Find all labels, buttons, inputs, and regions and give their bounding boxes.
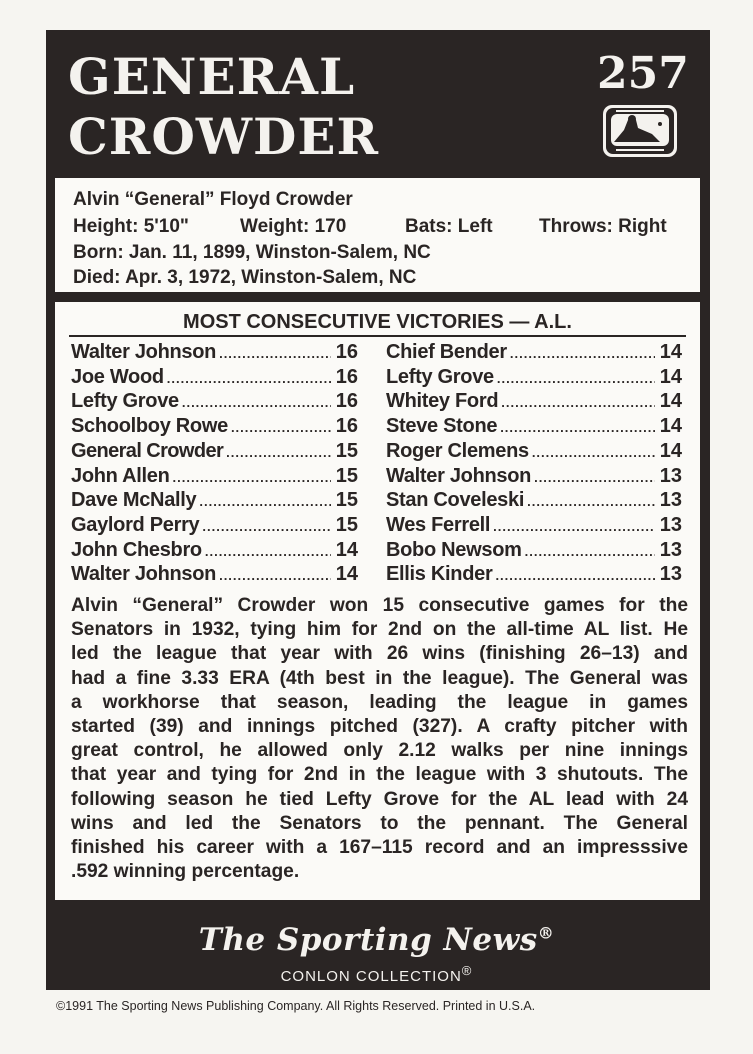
collection-name: CONLON COLLECTION	[280, 968, 462, 985]
player-name-line-1: GENERAL	[68, 47, 356, 106]
leader-value: 14	[659, 341, 682, 363]
leader-value: 15	[335, 489, 358, 512]
leaders-title: MOST CONSECUTIVE VICTORIES — A.L.	[183, 311, 572, 333]
leader-value: 15	[335, 464, 358, 487]
height-stat: Height: 5'10"	[73, 216, 189, 237]
leader-row	[71, 464, 358, 488]
leader-name: Bobo Newsom	[386, 538, 522, 561]
leader-name: Lefty Grove	[71, 390, 179, 413]
leader-value: 13	[659, 538, 682, 561]
leader-dots	[501, 391, 655, 415]
leader-name: Walter Johnson	[71, 341, 217, 363]
leader-name: Dave McNally	[71, 489, 197, 512]
bio-panel	[55, 178, 700, 292]
leader-name: General Crowder	[71, 439, 224, 462]
leader-name: Walter Johnson	[71, 563, 217, 586]
leader-name: Chief Bender	[386, 341, 507, 363]
leader-dots	[182, 391, 331, 415]
leader-name: Steve Stone	[386, 415, 498, 438]
leader-row	[71, 562, 358, 586]
summary-line: .592 winning percentage.	[71, 861, 300, 883]
leader-value: 16	[335, 415, 358, 438]
leader-dots	[205, 540, 331, 564]
leader-value: 14	[659, 439, 682, 462]
leader-dots	[525, 540, 655, 564]
leader-dots	[500, 416, 655, 440]
bats-stat: Bats: Left	[405, 216, 493, 237]
leader-value: 14	[659, 415, 682, 438]
summary-line: that year and tying for 2nd in the league with 3 shutouts. The	[71, 764, 688, 786]
leader-value: 16	[335, 390, 358, 413]
throws-stat: Throws: Right	[539, 216, 667, 237]
leader-dots	[219, 564, 331, 588]
leader-dots	[231, 416, 331, 440]
leader-name: Lefty Grove	[386, 365, 494, 388]
leader-row	[71, 414, 358, 438]
leader-row	[71, 513, 358, 537]
leader-dots	[493, 515, 655, 539]
leader-name: Whitey Ford	[386, 390, 499, 413]
leader-value: 13	[659, 464, 682, 487]
leader-dots	[167, 367, 331, 391]
leader-name: Ellis Kinder	[386, 563, 493, 586]
leader-name: John Allen	[71, 464, 170, 487]
leader-row	[386, 464, 682, 488]
copyright-notice: ©1991 The Sporting News Publishing Company. All Rights Reserved. Printed in U.S.A.	[56, 999, 536, 1013]
leader-value: 13	[659, 513, 682, 536]
weight-stat: Weight: 170	[240, 216, 347, 237]
leader-name: Walter Johnson	[386, 464, 532, 487]
summary-line: started (39) and innings pitched (327). A crafty pitcher with	[71, 715, 688, 737]
leader-row	[386, 365, 682, 389]
full-name: Alvin “General” Floyd Crowder	[73, 189, 353, 210]
leader-row	[71, 365, 358, 389]
leader-value: 15	[335, 439, 358, 462]
summary-line: finished his career with a 167–115 record and an impresssive	[71, 836, 688, 858]
leader-dots	[532, 441, 655, 465]
leader-value: 14	[335, 563, 358, 586]
leader-name: Wes Ferrell	[386, 513, 491, 536]
leader-row	[386, 439, 682, 463]
leader-name: Joe Wood	[71, 365, 164, 388]
leader-value: 15	[335, 513, 358, 536]
leader-dots	[219, 342, 331, 366]
leader-dots	[495, 564, 655, 588]
born-info: Born: Jan. 11, 1899, Winston-Salem, NC	[73, 242, 431, 263]
leader-dots	[497, 367, 655, 391]
summary-line: had a fine 3.33 ERA (4th best in the league). The General was	[71, 667, 688, 689]
summary-line: great control, he allowed only 2.12 walks per nine innings	[71, 740, 688, 762]
leader-row	[386, 414, 682, 438]
leader-dots	[534, 466, 655, 490]
player-name-line-2: CROWDER	[68, 107, 380, 166]
leader-name: Roger Clemens	[386, 439, 529, 462]
summary-line: a workhorse that season, leading the league in games	[71, 691, 688, 713]
leader-row	[71, 340, 358, 364]
leader-dots	[199, 490, 331, 514]
leader-dots	[202, 515, 331, 539]
collection-label	[0, 964, 753, 984]
brand-registered-mark: ®	[537, 923, 555, 943]
leader-row	[386, 538, 682, 562]
died-info: Died: Apr. 3, 1972, Winston-Salem, NC	[73, 267, 417, 288]
leader-name: Schoolboy Rowe	[71, 415, 228, 438]
summary-line: wins and led the Senators to the pennant. The General	[71, 812, 688, 834]
summary-line: Senators in 1932, tying him for 2nd on the all-time AL list. He	[71, 619, 688, 641]
mlb-logo-icon	[602, 104, 678, 158]
summary-line: Alvin “General” Crowder won 15 consecutive games for the	[71, 595, 688, 616]
leader-row	[386, 340, 682, 364]
leader-row	[386, 513, 682, 537]
leader-row	[71, 538, 358, 562]
leader-row	[71, 439, 358, 463]
leader-value: 16	[335, 341, 358, 363]
leader-value: 16	[335, 365, 358, 388]
leader-dots	[226, 441, 331, 465]
leader-value: 13	[659, 563, 682, 586]
leader-dots	[510, 342, 655, 366]
brand-name: The Sporting News	[198, 922, 538, 958]
summary-line: led the league that year with 26 wins (finishing 26–13) and	[71, 643, 688, 665]
title-divider	[69, 335, 686, 337]
leader-dots	[527, 490, 655, 514]
leader-name: John Chesbro	[71, 538, 202, 561]
leader-row	[386, 389, 682, 413]
leader-value: 14	[659, 390, 682, 413]
leader-row	[386, 488, 682, 512]
leader-value: 14	[335, 538, 358, 561]
brand-wordmark	[0, 922, 753, 958]
leader-row	[386, 562, 682, 586]
leader-value: 14	[659, 365, 682, 388]
summary-line: following season he tied Lefty Grove for the AL lead with 24	[71, 788, 688, 810]
collection-registered-mark: ®	[461, 963, 473, 978]
leader-row	[71, 389, 358, 413]
leader-name: Stan Coveleski	[386, 489, 525, 512]
leader-row	[71, 488, 358, 512]
stats-panel	[55, 302, 700, 900]
card-number: 257	[597, 48, 689, 99]
career-summary	[71, 594, 688, 884]
leader-name: Gaylord Perry	[71, 513, 200, 536]
leader-value: 13	[659, 489, 682, 512]
leader-dots	[173, 466, 332, 490]
